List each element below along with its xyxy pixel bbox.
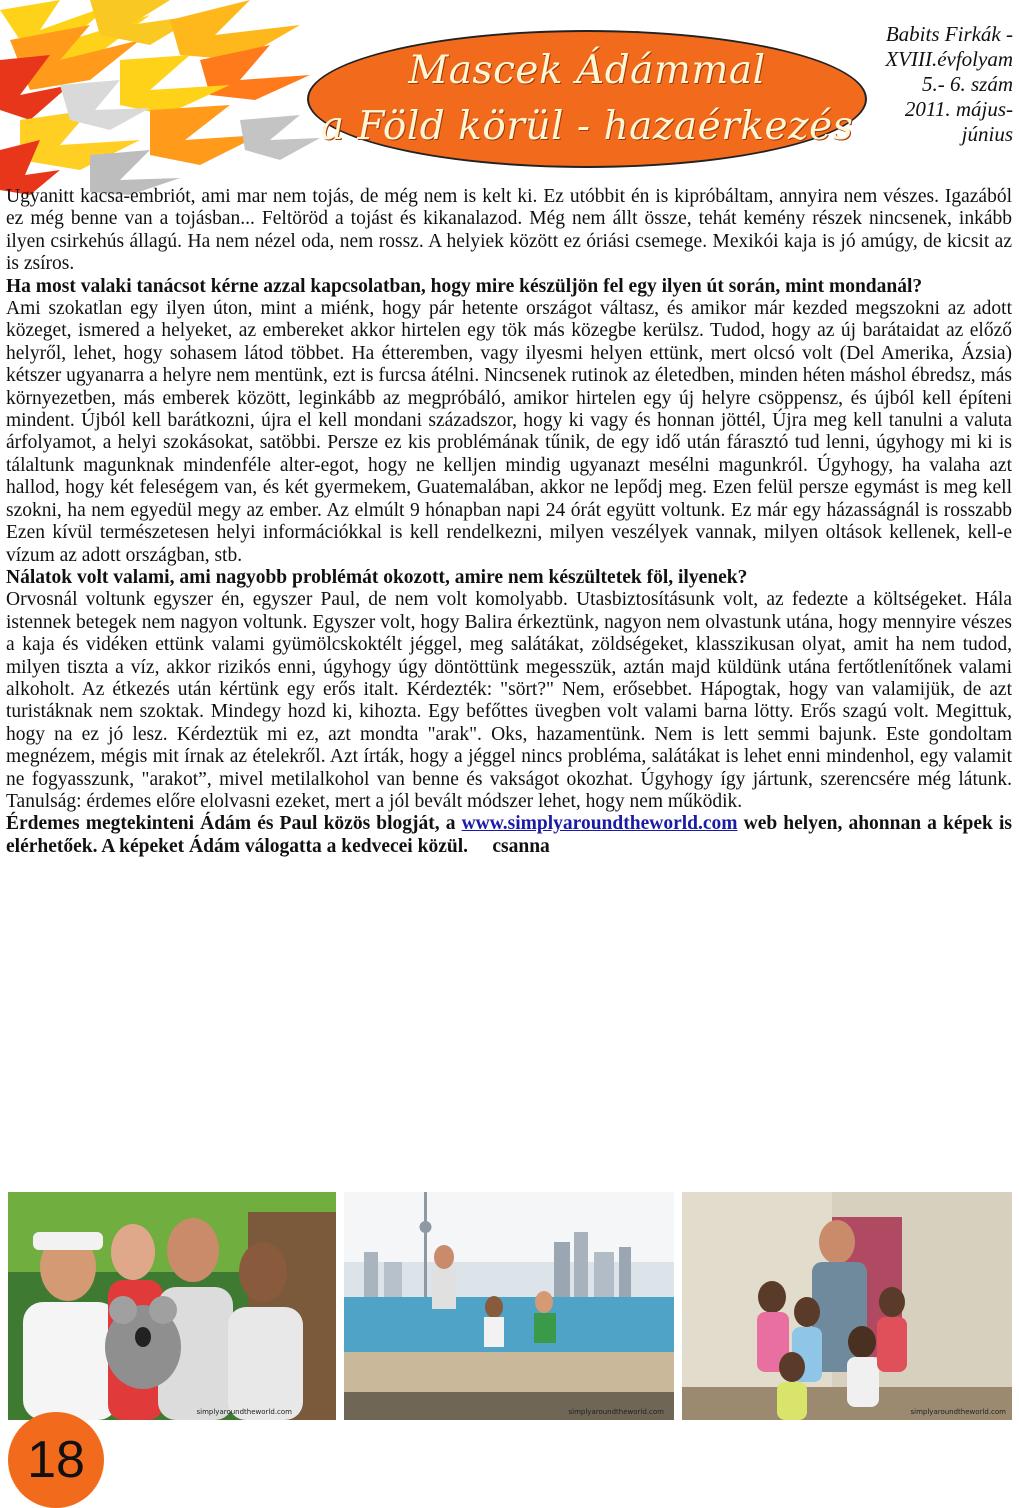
paragraph-1: Ugyanitt kacsa-embriót, ami mar nem tojás, de még nem is kelt ki. Ez utóbbit én is kipróbáltam, annyira nem vészes. Igazából ez még benne van a tojásban... Feltöröd a tojást és kikanalazod. Még nem állt össze, tehát kemény részek nincsenek, inkább ilyen csirkehús állagú. Ha nem nézel oda, nem rossz. A helyiek között ez óriási csemege. Mexikói kaja is jó amúgy, de kicsit az is zsíros.: [6, 186, 1012, 275]
article-body: [6, 186, 1012, 858]
closing-text-before: Érdemes megtekinteni Ádám és Paul közös blogját, a: [6, 813, 462, 835]
photo-skyline-jump: [344, 1192, 674, 1420]
article-title-line-1: Mascek Ádámmal: [408, 48, 766, 93]
author-name: csanna: [492, 835, 550, 857]
closing-note: [6, 813, 1012, 858]
issue-number: 5.- 6. szám: [921, 72, 1013, 96]
issue-month: június: [961, 122, 1013, 146]
publication-name: Babits Firkák -: [885, 22, 1013, 46]
photo-3-watermark: simplyaroundtheworld.com: [910, 1408, 1006, 1416]
flame-decoration: [0, 0, 330, 195]
page-number: 18: [27, 1431, 85, 1489]
photo-2-watermark: simplyaroundtheworld.com: [568, 1408, 664, 1416]
photo-koala-group: [8, 1192, 336, 1420]
volume: XVIII.évfolyam: [885, 47, 1013, 71]
page-number-badge: [8, 1412, 104, 1508]
photo-1-watermark: simplyaroundtheworld.com: [196, 1408, 292, 1416]
photo-children: [682, 1192, 1012, 1420]
title-banner: [307, 30, 867, 168]
issue-date: 2011. május-: [904, 97, 1013, 121]
question-2: Nálatok volt valami, ami nagyobb problémát okozott, amire nem készültetek föl, ilyenek?: [6, 566, 748, 588]
question-1: Ha most valaki tanácsot kérne azzal kapcsolatban, hogy mire készüljön fel egy ilyen út során, mint mondanál?: [6, 275, 923, 297]
article-title-line-2: a Föld körül - hazaérkezés: [320, 104, 854, 149]
issue-info: [838, 22, 1013, 147]
blog-link[interactable]: www.simplyaroundtheworld.com: [461, 813, 738, 835]
paragraph-2: Ami szokatlan egy ilyen úton, mint a miénk, hogy pár hetente országot váltasz, és amikor már kezded megszokni az adott közeget, ismered a helyeket, az embereket akkor hirtelen egy tök más közegbe kerülsz. Tudod, hogy az új barátaidat az előző helyről, lehet, hogy sohasem látod többet. Ha étteremben, vagy ilyesmi helyen ettünk, mert olcsó volt (Del Amerika, Ázsia) kétszer ugyanarra a helyre nem mentünk, ezt is furcsa átélni. Nincsenek rutinok az életedben, minden héten máshol ébredsz, más környezetben, más emberek között, leginkább az megpróbáló, amikor hirtelen egy új helyre csöppensz, és újból kell építeni mindent. Újból kell barátkozni, újra el kell mondani századszor, hogy ki vagy és honnan jöttél, Újra meg kell tanulni a valuta árfolyamot, a helyi szokásokat, satöbbi. Persze ez kis problémának tűnik, de egy idő után fárasztó tud lenni, úgyhogy mi ki is tálaltunk magunknak mindenféle alter-egot, hogy ne kelljen mindig ugyanazt mesélni magunkról. Úgyhogy, ha valaha azt hallod, hogy két feleségem van, és két gyermekem, Guatemalában, akkor ne lepődj meg. Ezen felül persze egymást is meg kell szokni, ha nem egyedül megy az ember. Az elmúlt 9 hónapban napi 24 órát együtt voltunk. Ez már egy házasságnál is rosszabb Ezen kívül természetesen helyi információkkal is kell rendelkezni, milyen veszélyek vannak, milyen oltások kellenek, kell-e vízum az adott országban, stb.: [6, 298, 1012, 566]
closing-text-after: web helyen, ahonnan a képek is elérhetőek. A képeket Ádám válogatta a kedvecei közül.: [6, 813, 1012, 857]
paragraph-3: Orvosnál voltunk egyszer én, egyszer Paul, de nem volt komolyabb. Utasbiztosításunk volt, az fedezte a költségeket. Hála istennek betegek nem nagyon voltunk. Egyszer volt, hogy Balira érkeztünk, nagyon nem olvastunk utána, hogy mennyire vészes a kaja és vidéken ettünk valami gyümölcskoktélt jéggel, meg salátákat, zöldségeket, klasszikusan olyat, amit ha nem tudod, milyen tiszta a víz, akkor rizikós enni, úgyhogy úgy döntöttünk megesszük, aztán majd küldünk utána fertőtlenítőnek valami alkoholt. Az étkezés után kértünk egy erős italt. Kérdezték: "sört?" Nem, erősebbet. Hápogtak, hogy van valamijük, de azt turistáknak nem szoktak. Mindegy hozd ki, kihozta. Egy befőttes üvegben volt valami barna lötty. Erős szagú volt. Megittuk, hogy na ez jó lesz. Kérdeztük mi ez, azt mondta "arak". Oks, hazamentünk. Nem is lett semmi bajunk. Este gondoltam megnézem, mégis mit írnak az ételekről. Azt írták, hogy a jéggel nincs probléma, salátákat is lehet enni mindenhol, egy valamit ne fogyasszunk, "arakot”, mivel metilalkohol van benne és vakságot okozhat. Úgyhogy így jártunk, szerencsére még látunk. Tanulság: érdemes előre elolvasni ezeket, mert a jól bevált módszer lehet, hogy nem működik.: [6, 589, 1012, 812]
